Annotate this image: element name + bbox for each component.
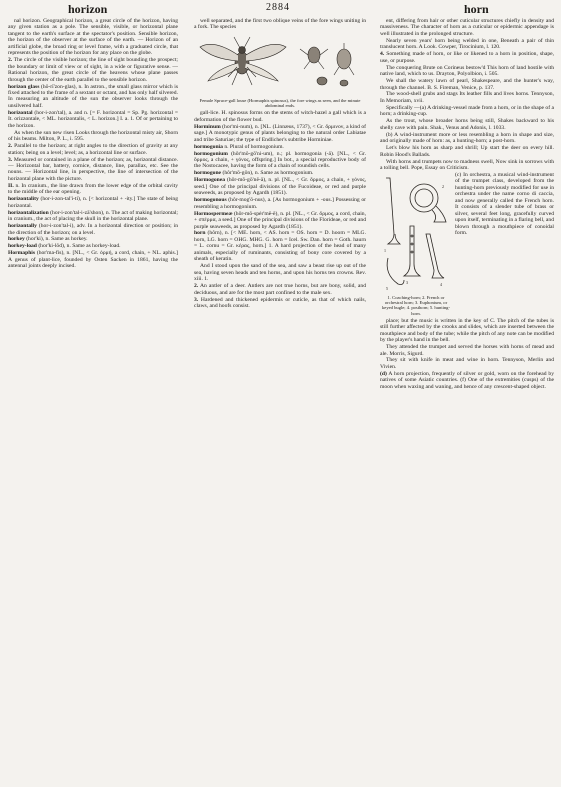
svg-text:5: 5 [386,285,388,291]
page-header [0,2,561,16]
dictionary-entry [8,110,178,129]
entry-headword: hormogonous [194,197,227,204]
column-2 [194,18,366,784]
dictionary-entry [380,357,554,370]
svg-text:3: 3 [406,279,408,285]
entry-text: Parallel to the horizon; at right angles to the direction of gravity at any station; being on a level; level; as, a horizontal line or surface. [8,143,178,156]
dictionary-entry [8,223,178,236]
entry-text: A horn projection, frequently of silver or gold, worn on the forehead by natives of some Asiatic countries. (f) One of the extremities (cusps) of the moon when waxing and waning, and hence of any crescent-shaped object. [380,370,554,390]
dictionary-entry [8,243,178,249]
entry-text: (hôr-mō-gō'nē-ä), n. pl. [NL., < Gr. ὅρμος, a chain, + γόνος, seed.] One of the principal divisions of the Fucoideae, or red and purple seaweeds, as proposed by Agardh (1851). [194,177,366,197]
svg-text:4: 4 [440,281,442,287]
entry-headword: (d) [380,370,387,377]
entry-text: nal horizon. Geographical horizon, a great circle of the horizon, having any given station as a pole. The sensible, visible, or horizontal plane tangent to the earth's surface at the spectator's position. Sensible horizon, the horizon of the observer at the surface of the earth. — Horizon of an artificial globe, the broad ring or level frame, with a graduated circle, that represents the position of the horizon for any place on the globe. [8,18,178,57]
entry-text: (hor'mi-num), n. [NL. (Linnæus, 1737), < Gr. ὅρμινον, a kind of sage.] A monotypic genus of plants belonging to the natural order Labiatae and tribe Saturiae; the type of Endlicher's subtribe Horminiae. [194,123,366,143]
entry-headword: Horminum [194,123,221,130]
entry-text: n. In cranium., the line drawn from the lower edge of the orbital cavity to the middle of the ear opening. [8,182,178,196]
entry-headword: 3. [194,296,199,303]
entry-text: They sit with knife in meat and wine in horn. Tennyson, Merlin and Vivien. [380,357,554,370]
dictionary-entry [194,230,366,262]
entry-headword: hormogonium [194,150,228,157]
entry-text: (hôrn), n. [< ME. horn, < AS. horn = OS. horn = D. hoorn = MLG. horn, LG. horn = OHG. MHG. G. horn = Icel. Sw. Dan. horn = Goth. haurn = L. cornu = Gr. κέρας, horn.] 1. A hard projection of the head of many animals, especially of ruminants, consisting of bony core covered by a sheath of keratin. [194,230,366,263]
dictionary-entry [380,78,554,91]
entry-headword: horizontality [8,196,39,203]
entry-text: (hôr'mō-gō'ni-um), n.; pl. hormogonia (-ä). [NL., < Gr. ὅρμος, a chain, + γόνος, offspring.] In bot., a special reproductive body of the Nostocacee, having the form of a chain of roundish cells. [194,150,366,170]
dictionary-entry [8,57,178,83]
entry-text: (hôr-mog'ō-nus), a. [As hormogonium + -ous.] Possessing or resembling a hormogonium. [194,197,366,210]
dictionary-entry [194,177,366,196]
entry-text: (hor'ma-fis), n. [NL., < Gr. ὁρμή, a cord, chain, + NL. aphis.] A genus of plant-lice, founded by Osten Sacken in 1861, having the antennal joints deeply incised. [8,250,178,270]
entry-text: place; but the music is written in the key of C. The pitch of the tubes is still further affected by the crooks and slides, which are inserted between the mouthpiece and body of the tube; while the pitch of any note can be modified by the player's hand in the bell. [380,317,554,344]
svg-text:2: 2 [442,183,444,189]
entry-text: As the trout, whose broader horns being still, Shakes backward to his shelly cave with pain. Shak., Venus and Adonis, l. 1033. [380,118,554,131]
entry-text: gall-lice. H. spinosus forms on the stems of witch-hazel a gall which is a deformation of the flower bud. [194,110,366,123]
entry-text: (b) A wind-instrument more or less resembling a horn in shape and size, and originally made of horn: as, a hunting-horn; a post-horn. [380,131,554,145]
dictionary-entry [380,118,554,131]
dictionary-entry [8,196,178,209]
entry-headword: horkey-load [8,243,37,250]
dictionary-entry [194,283,366,296]
dictionary-entry [194,170,366,176]
entry-text: (hō-rī'zon-glas), n. In astron., the small glass mirror which is fixed attached to the frame of a sextant or octant, and has only half silvered. In measuring an altitude of the sun the observer looks through the unsilvered half. [8,83,178,109]
entry-text: Nearly seven years' horn being welded in one, Beneath a pair of thin translucent horn. A Look. Cowper, Tirocinium, l. 120. [380,37,554,51]
entry-text: Hardened and thickened epidermis or cuticle, as that of which nails, claws, and hoofs consist. [194,296,366,309]
orchestra-horn-text: (c) In orchestra, a musical wind-instrument of the trumpet class, developed from the hunting-horn previously modified for use in orchestra under the name corno di caccia, and now generally called the French horn. It consists of a slender tube of brass or silver, several feet long, gracefully curved upon itself, terminating in a flaring bell, and blown through a mouthpiece of conoidal form. [455,171,554,236]
dictionary-entry [194,110,366,123]
entry-text: (hor-i-zon'tal-i), adv. In a horizontal direction or position; in the direction of the horizon; on a level. [8,223,178,236]
dictionary-entry [194,263,366,282]
dictionary-entry [380,105,554,118]
dictionary-entry [194,211,366,230]
entry-text: Let's blow his horn as sharp and shrill; Up start the deer on every hill. Robin Hood's Ballads. [380,145,554,158]
dictionary-entry [8,143,178,156]
figure-caption: Female Spruce-gall louse (Hormaphis spinosus), the fore wings as seen, and the minute abdominal ends. [199,97,361,109]
dictionary-entry [380,145,554,158]
entry-text: (hor'ki), n. Same as horkey. [26,236,88,243]
dictionary-entry [380,132,554,145]
dictionary-entry [8,84,178,110]
entry-text: well separated, and the first two oblique veins of the fore wings uniting in a fork. The species [194,18,366,31]
entry-headword: II. [8,182,14,189]
entry-text: n. Plural of hormogonium. [224,143,284,150]
right-running-head: horn [464,2,489,16]
entry-headword: Hormaphis [8,250,36,257]
dictionary-entry [380,91,554,104]
entry-text: (hor'ki-lōd), n. Same as horkey-load. [38,243,121,250]
entry-text: (hor-i-zon'tal), a. and n. [= F. horizontal = Sp. Pg. horizontal = It. orizzontale, < ML. horizontalis, < L. horizon.] I. a. 1. Of or pertaining to the horizon. [8,109,178,129]
entry-text: An antler of a deer. Antlers are not true horns, but are bony, solid, and deciduous, and are for the most part confined to the male sex. [194,283,366,296]
dictionary-entry [380,318,554,344]
dictionary-entry [8,157,178,183]
dictionary-entry [8,250,178,269]
entry-text: The circle of the visible horizon; the line of sight bounding the prospect; the boundary or limit of view or of sight, in a wide or figurative sense. — Rational horizon, the great circle of the heavens whose plane passes through the center of the earth parallel to the sensible horizon. [8,57,178,83]
entry-headword: horizontal [8,109,33,116]
entry-text: With horns and trumpets now to madness swell, Now sink in sorrows with a tolling bell. Pope, Essay on Criticism. [380,158,554,171]
dictionary-entry [194,297,366,310]
dictionary-entry [380,51,554,64]
entry-headword: horizontalization [8,209,49,216]
horn-figure-block [380,172,554,318]
entry-text: We shall the watery lawn of pearl, Shakespeare, and the hunter's way, through the channel. B. S. Fireman, Venice, p. 137. [380,78,554,91]
entry-headword: Hormospermeæ [194,210,233,217]
entry-text: The conquering Brute on Corineus bestow'd This horn of land hostile with native land, which to us. Drayton, Polyolbion, i. 505. [380,64,554,78]
dictionary-entry [194,197,366,210]
dictionary-entry [194,151,366,170]
entry-headword: hormogone [194,170,222,177]
entry-text: ent, differing from hair or other cuticular structures chiefly in density and massiveness. The character of horn as a cuticular or epidermic appendage is well illustrated in the prolonged structure. [380,18,554,37]
dictionary-entry [8,130,178,143]
entry-headword: horn [194,230,206,237]
dictionary-entry [8,183,178,196]
dictionary-entry [194,124,366,143]
entry-text: (hor-i-zon-tal'i-ti), n. [< horizontal + -ity.] The state of being horizontal. [8,196,178,209]
left-running-head: horizon [68,2,108,16]
entry-text: And I stood upon the sand of the sea, and saw a beast rise up out of the sea, having seven heads and ten horns, and upon his horns ten crowns. Rev. xiii. 1. [194,263,366,283]
dictionary-entry [194,18,366,31]
entry-headword: 3. [8,156,13,163]
louse-illustration [194,33,366,95]
entry-headword: 2. [8,57,13,64]
dictionary-entry [380,18,554,37]
dictionary-entry [380,159,554,172]
dictionary-entry [380,371,554,390]
entry-text: (hor-i-zon'tal-i-zā'shon), n. The act of making horizontal; in cranium., the act of placing the skull in the horizontal plane. [8,209,178,223]
svg-text:1: 1 [384,247,386,253]
dictionary-entry [380,38,554,51]
dictionary-entry [8,236,178,242]
entry-headword: 2. [8,143,13,150]
entry-text: As when the sun new risen Looks through the horizontal misty air, Shorn of his beams. Milton, P. L., i. 595. [8,129,178,143]
dictionary-entry [8,210,178,223]
entry-headword: hormogonia [194,143,223,150]
entry-headword: horkey [8,236,25,243]
entry-text: Something made of horn, or like or likened to a horn in position, shape, use, or purpose. [380,51,554,64]
entry-text: Measured or contained in a plane of the horizon; as, horizontal distance. — Horizontal bar, battery, cornice, distance, line, parallax, etc. See the nouns. — Horizontal line, in perspective, the line of intersection of the horizontal plane with the picture. [8,156,178,182]
horns-caption: 1. Coaching-horn; 2. French or orchestral horn; 3. Euphonium, or keyed bugle; 4. posthorn; 5. hunting-horn. [381,294,450,316]
dictionary-entry [380,344,554,357]
column-3 [380,18,554,784]
entry-headword: horizontally [8,223,37,230]
entry-headword: 4. [380,51,385,58]
column-1 [8,18,178,784]
dictionary-entry [8,18,178,57]
dictionary-entry [194,144,366,150]
entry-text: They attended the trumpet and served the horses with horns of mead and ale. Morris, Sigurd. [380,344,554,357]
entry-headword: Hormogonea [194,177,226,184]
entry-headword: horizon glass [8,83,40,90]
entry-text: (hôr'mō-gōn), n. Same as hormogonium. [222,170,314,177]
page-number: 2884 [266,2,290,13]
dictionary-entry [380,65,554,78]
entry-headword: 2. [194,283,199,290]
horns-illustration [380,174,452,292]
entry-text: The wood-shell grubs and stags Its leather fills and lives horns. Tennyson, In Memoriam, xvii. [380,91,554,104]
entry-text: (hôr-mō-spėr'mē-ē), n. pl. [NL., < Gr. ὅρμος, a cord, chain, + σπέρμα, a seed.] One of the principal divisions of the Florideae, or red and purple seaweeds, as proposed by Agardh (1851). [194,210,366,230]
entry-text: Specifically —(a) A drinking-vessel made from a horn, or in the shape of a horn; a drinking-cup. [380,104,554,118]
